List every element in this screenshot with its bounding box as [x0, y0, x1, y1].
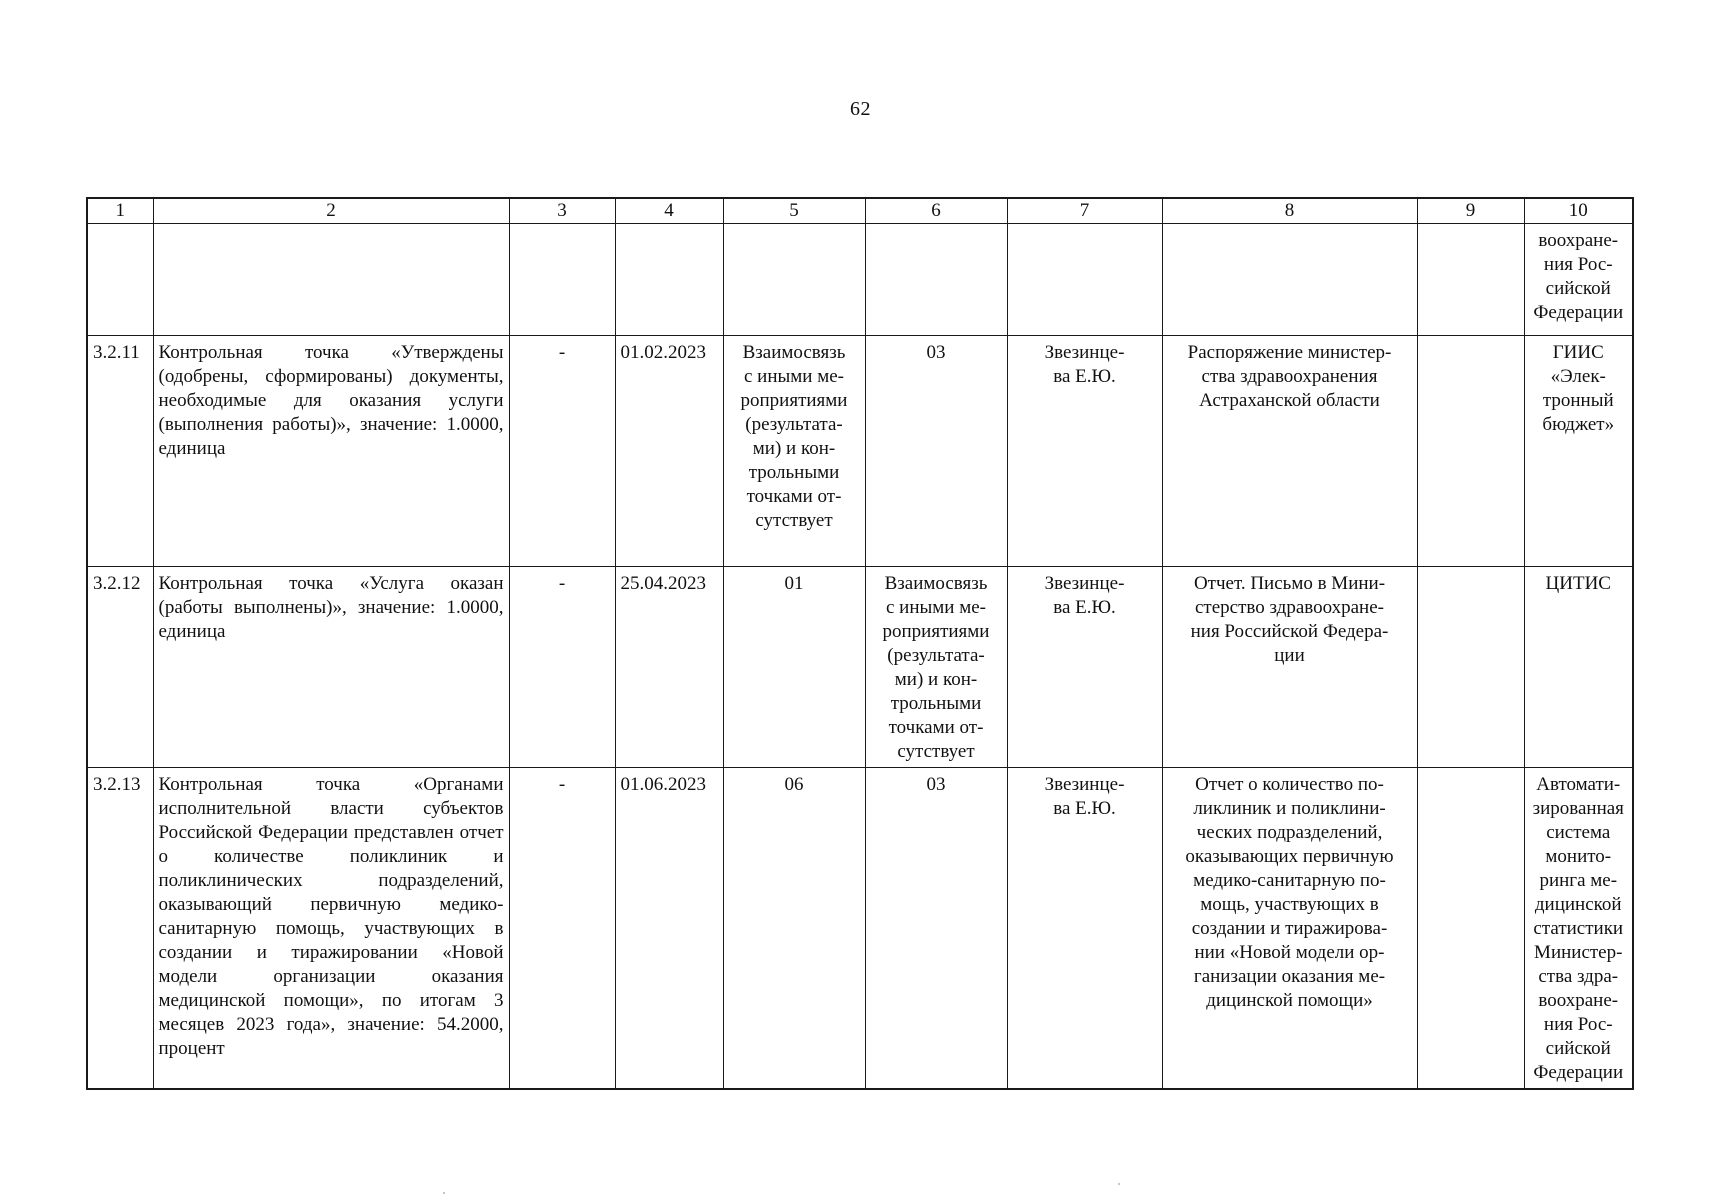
column-6-value: 03: [926, 774, 946, 795]
activity-table: [86, 197, 1634, 1090]
scan-speck: [1118, 1183, 1120, 1185]
document-text: Отчет о количество по- ликлиник и поликлини- ческих подразделений, оказывающих первичную медико-санитарную по- мощь, участвующих в создании и тиражирова- нии «Новой модели ор- ганизации оказания ме- дицинской помощи»: [1185, 774, 1394, 1011]
column-header-5: 5: [723, 198, 865, 224]
info-system-text: ЦИТИС: [1545, 573, 1611, 594]
info-system-text: Автомати- зированная система монито- ринга ме- дицинской статистики Министер- ства здра- воохране- ния Рос- сийской Федерации: [1532, 774, 1624, 1083]
column-5-value: 01: [784, 573, 804, 594]
row-number-cell: [87, 336, 153, 567]
column-5-cell: [723, 567, 865, 768]
table-cell: [87, 224, 153, 336]
column-3-cell: [509, 567, 615, 768]
column-6-value: Взаимосвязь с иными ме- роприятиями (результата- ми) и кон- трольными точками от- сутствует: [882, 573, 990, 762]
column-5-cell: [723, 336, 865, 567]
table-cell: [153, 224, 509, 336]
column-header-1: 1: [87, 198, 153, 224]
column-header-3: 3: [509, 198, 615, 224]
column-3-value: -: [558, 342, 566, 363]
column-9-cell: [1417, 567, 1524, 768]
column-header-8: 8: [1162, 198, 1417, 224]
column-5-value: 06: [784, 774, 804, 795]
row-number: 3.2.13: [93, 774, 141, 795]
table-row: [87, 567, 1633, 768]
control-point-cell: [153, 567, 509, 768]
column-5-cell: [723, 768, 865, 1090]
info-system-cell: [1524, 768, 1633, 1090]
table-row-continuation: [87, 224, 1633, 336]
info-system-text: ГИИС «Элек- тронный бюджет»: [1542, 342, 1615, 435]
document-cell: [1162, 567, 1417, 768]
date-value: 25.04.2023: [620, 573, 706, 594]
column-3-value: -: [558, 573, 566, 594]
responsible-cell: [1007, 768, 1162, 1090]
column-header-2: 2: [153, 198, 509, 224]
row-number: 3.2.11: [93, 342, 140, 363]
date-cell: [615, 768, 723, 1090]
responsible-cell: [1007, 567, 1162, 768]
column-3-cell: [509, 768, 615, 1090]
header-row: [87, 198, 1633, 224]
column-6-cell: [865, 336, 1007, 567]
date-cell: [615, 567, 723, 768]
column-header-10: 10: [1524, 198, 1633, 224]
control-point-text: Контрольная точка «Утверждены (одобрены, сформированы) документы, необходимые для оказания услуги (выполнения работы)», значение: 1.0000, единица: [158, 342, 504, 459]
column-header-7: 7: [1007, 198, 1162, 224]
column-9-cell: [1417, 768, 1524, 1090]
column-header-9: 9: [1417, 198, 1524, 224]
table-cell: [615, 224, 723, 336]
row-number: 3.2.12: [93, 573, 141, 594]
column-header-4: 4: [615, 198, 723, 224]
row-number-cell: [87, 768, 153, 1090]
table-cell: [1007, 224, 1162, 336]
responsible-person: Звезинце- ва Е.Ю.: [1044, 774, 1125, 819]
row-number-cell: [87, 567, 153, 768]
document-text: Распоряжение министер- ства здравоохранения Астраханской области: [1187, 342, 1392, 411]
date-cell: [615, 336, 723, 567]
table-cell: [865, 224, 1007, 336]
responsible-person: Звезинце- ва Е.Ю.: [1044, 573, 1125, 618]
date-value: 01.06.2023: [620, 774, 706, 795]
scan-speck: [443, 1192, 445, 1194]
column-3-cell: [509, 336, 615, 567]
responsible-cell: [1007, 336, 1162, 567]
control-point-cell: [153, 336, 509, 567]
date-value: 01.02.2023: [620, 342, 706, 363]
column-header-6: 6: [865, 198, 1007, 224]
table-cell: [1417, 224, 1524, 336]
column-6-value: 03: [926, 342, 946, 363]
document-cell: [1162, 768, 1417, 1090]
control-point-text: Контрольная точка «Органами исполнительной власти субъектов Российской Федерации представлен отчет о количестве поликлиник и поликлинических подразделений, оказывающий первичную медико-санитарную помощь, участвующих в создании и тиражировании «Новой модели организации оказания медицинской помощи», по итогам 3 месяцев 2023 года», значение: 54.2000, процент: [158, 774, 504, 1059]
column-6-cell: [865, 567, 1007, 768]
column-3-value: -: [558, 774, 566, 795]
table-cell: [509, 224, 615, 336]
document-cell: [1162, 336, 1417, 567]
info-system-cell: [1524, 224, 1633, 336]
responsible-person: Звезинце- ва Е.Ю.: [1044, 342, 1125, 387]
table-cell: [723, 224, 865, 336]
info-system-text: воохране- ния Рос- сийской Федерации: [1533, 230, 1624, 323]
table-cell: [1162, 224, 1417, 336]
column-9-cell: [1417, 336, 1524, 567]
info-system-cell: [1524, 567, 1633, 768]
column-6-cell: [865, 768, 1007, 1090]
control-point-cell: [153, 768, 509, 1090]
column-5-value: Взаимосвязь с иными ме- роприятиями (результата- ми) и кон- трольными точками от- сутствует: [740, 342, 848, 531]
page-number: 62: [850, 98, 871, 120]
info-system-cell: [1524, 336, 1633, 567]
control-point-text: Контрольная точка «Услуга оказан (работы выполнены)», значение: 1.0000, единица: [158, 573, 504, 642]
table-row: [87, 768, 1633, 1090]
table-row: [87, 336, 1633, 567]
document-text: Отчет. Письмо в Мини- стерство здравоохране- ния Российской Федера- ции: [1190, 573, 1389, 666]
